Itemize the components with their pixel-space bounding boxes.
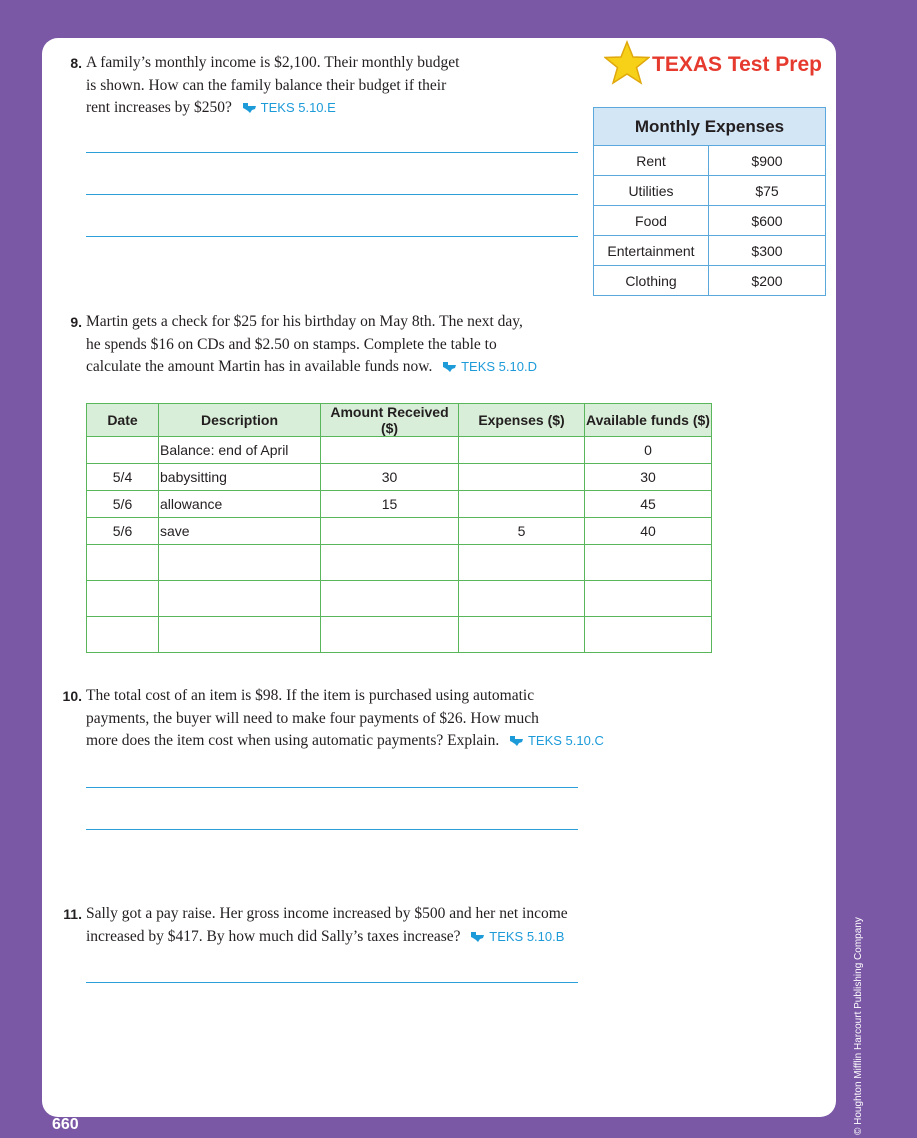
question-number: 10. bbox=[62, 688, 82, 704]
expense-item: Clothing bbox=[594, 266, 709, 296]
empty-cell[interactable] bbox=[87, 581, 159, 617]
table-row bbox=[594, 236, 826, 266]
table-row bbox=[87, 437, 712, 464]
texas-icon bbox=[509, 735, 524, 746]
empty-cell[interactable] bbox=[87, 545, 159, 581]
answer-line[interactable] bbox=[86, 829, 578, 830]
empty-cell[interactable] bbox=[459, 617, 585, 653]
table-row bbox=[594, 266, 826, 296]
copyright-notice: © Houghton Mifflin Harcourt Publishing Company bbox=[853, 917, 864, 1135]
question-11 bbox=[63, 903, 568, 948]
empty-cell[interactable] bbox=[459, 581, 585, 617]
empty-cell[interactable] bbox=[159, 617, 321, 653]
date-cell[interactable]: 5/6 bbox=[87, 518, 159, 545]
star-icon bbox=[604, 40, 650, 86]
description-cell[interactable]: allowance bbox=[159, 491, 321, 518]
answer-line[interactable] bbox=[86, 194, 578, 195]
empty-cell[interactable] bbox=[87, 617, 159, 653]
expense-item: Rent bbox=[594, 146, 709, 176]
question-number: 9. bbox=[70, 314, 82, 330]
amount-received-cell[interactable]: 15 bbox=[321, 491, 459, 518]
expense-item: Food bbox=[594, 206, 709, 236]
available-funds-cell[interactable]: 30 bbox=[585, 464, 712, 491]
table-row-empty bbox=[87, 617, 712, 653]
empty-cell[interactable] bbox=[159, 581, 321, 617]
expense-amount: $600 bbox=[709, 206, 826, 236]
texas-test-prep-badge bbox=[604, 40, 834, 90]
question-text-line: rent increases by $250? bbox=[86, 99, 232, 116]
description-cell[interactable]: save bbox=[159, 518, 321, 545]
description-cell[interactable]: Balance: end of April bbox=[159, 437, 321, 464]
expense-amount: $75 bbox=[709, 176, 826, 206]
expenses-cell[interactable]: 5 bbox=[459, 518, 585, 545]
date-cell[interactable] bbox=[87, 437, 159, 464]
expense-item: Entertainment bbox=[594, 236, 709, 266]
empty-cell[interactable] bbox=[585, 581, 712, 617]
table-row bbox=[87, 518, 712, 545]
expense-amount: $300 bbox=[709, 236, 826, 266]
texas-icon bbox=[470, 931, 485, 942]
empty-cell[interactable] bbox=[585, 617, 712, 653]
description-cell[interactable]: babysitting bbox=[159, 464, 321, 491]
answer-line[interactable] bbox=[86, 787, 578, 788]
table-row bbox=[594, 146, 826, 176]
teks-label: TEKS 5.10.D bbox=[461, 359, 537, 374]
question-number: 8. bbox=[70, 55, 82, 71]
table-row bbox=[594, 206, 826, 236]
expenses-table-title: Monthly Expenses bbox=[594, 108, 826, 146]
expenses-cell[interactable] bbox=[459, 464, 585, 491]
page-number: 660 bbox=[52, 1116, 79, 1133]
available-funds-cell[interactable]: 0 bbox=[585, 437, 712, 464]
expense-amount: $200 bbox=[709, 266, 826, 296]
question-text-line: is shown. How can the family balance their budget if their bbox=[86, 76, 447, 94]
empty-cell[interactable] bbox=[321, 581, 459, 617]
texas-icon bbox=[442, 361, 457, 372]
question-number: 11. bbox=[63, 906, 82, 922]
available-funds-table bbox=[86, 403, 712, 653]
teks-label: TEKS 5.10.B bbox=[489, 928, 565, 944]
expense-amount: $900 bbox=[709, 146, 826, 176]
empty-cell[interactable] bbox=[321, 617, 459, 653]
column-header: Description bbox=[159, 404, 321, 437]
monthly-expenses-table bbox=[593, 107, 826, 296]
amount-received-cell[interactable] bbox=[321, 437, 459, 464]
table-row bbox=[87, 464, 712, 491]
available-funds-cell[interactable]: 45 bbox=[585, 491, 712, 518]
table-row-empty bbox=[87, 545, 712, 581]
empty-cell[interactable] bbox=[459, 545, 585, 581]
question-text-line: payments, the buyer will need to make four payments of $26. How much bbox=[86, 709, 539, 727]
badge-label: TEXAS Test Prep bbox=[652, 53, 822, 76]
question-10 bbox=[62, 685, 604, 753]
column-header: Amount Received ($) bbox=[321, 404, 459, 437]
teks-label: TEKS 5.10.C bbox=[527, 733, 604, 748]
question-8 bbox=[70, 52, 460, 120]
column-header: Expenses ($) bbox=[459, 404, 585, 437]
question-text-line: calculate the amount Martin has in available funds now. bbox=[86, 358, 433, 375]
table-row-empty bbox=[87, 581, 712, 617]
question-text-line: he spends $16 on CDs and $2.50 on stamps. Complete the table to bbox=[86, 335, 497, 353]
expenses-cell[interactable] bbox=[459, 437, 585, 464]
answer-line[interactable] bbox=[86, 236, 578, 237]
amount-received-cell[interactable] bbox=[321, 518, 459, 545]
table-header-row bbox=[87, 404, 712, 437]
expenses-cell[interactable] bbox=[459, 491, 585, 518]
table-row bbox=[87, 491, 712, 518]
question-text-line: more does the item cost when using automatic payments? Explain. bbox=[86, 732, 500, 749]
question-9 bbox=[70, 311, 537, 379]
column-header: Available funds ($) bbox=[585, 404, 712, 437]
empty-cell[interactable] bbox=[159, 545, 321, 581]
question-text-line: Sally got a pay raise. Her gross income increased by $500 and her net income bbox=[86, 905, 568, 922]
date-cell[interactable]: 5/4 bbox=[87, 464, 159, 491]
expense-item: Utilities bbox=[594, 176, 709, 206]
empty-cell[interactable] bbox=[321, 545, 459, 581]
empty-cell[interactable] bbox=[585, 545, 712, 581]
teks-label: TEKS 5.10.E bbox=[260, 100, 336, 115]
answer-line[interactable] bbox=[86, 982, 578, 983]
texas-icon bbox=[242, 102, 257, 113]
table-row bbox=[594, 176, 826, 206]
answer-line[interactable] bbox=[86, 152, 578, 153]
available-funds-cell[interactable]: 40 bbox=[585, 518, 712, 545]
amount-received-cell[interactable]: 30 bbox=[321, 464, 459, 491]
question-text-line: A family’s monthly income is $2,100. Their monthly budget bbox=[86, 54, 460, 71]
question-text-line: increased by $417. By how much did Sally’s taxes increase? bbox=[86, 927, 461, 945]
question-text-line: The total cost of an item is $98. If the item is purchased using automatic bbox=[86, 687, 535, 704]
question-text-line: Martin gets a check for $25 for his birthday on May 8th. The next day, bbox=[86, 313, 523, 330]
date-cell[interactable]: 5/6 bbox=[87, 491, 159, 518]
column-header: Date bbox=[87, 404, 159, 437]
